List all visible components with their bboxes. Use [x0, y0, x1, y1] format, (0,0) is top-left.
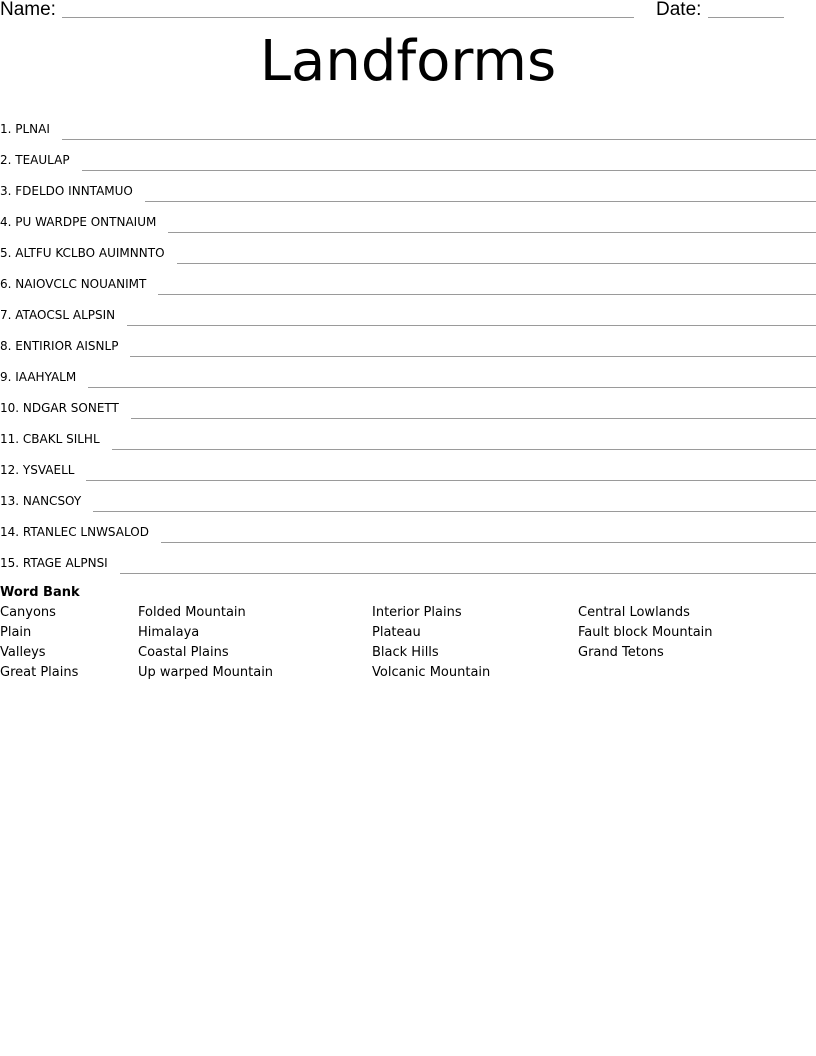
- name-label: Name:: [0, 0, 56, 20]
- question-label: 12. YSVAELL: [0, 463, 75, 477]
- word-bank-word: Himalaya: [138, 625, 200, 640]
- question-row: [0, 141, 816, 172]
- question-row: [0, 296, 816, 327]
- question-row: [0, 451, 816, 482]
- word-bank-word: Valleys: [0, 645, 46, 660]
- answer-line[interactable]: [88, 387, 816, 388]
- word-bank-word: Plain: [0, 625, 32, 640]
- word-bank-word: Central Lowlands: [578, 605, 690, 620]
- word-bank-grid: [0, 603, 816, 687]
- answer-line[interactable]: [168, 232, 816, 233]
- name-field[interactable]: [62, 17, 634, 18]
- question-row: [0, 327, 816, 358]
- answer-line[interactable]: [127, 325, 816, 326]
- question-row: [0, 513, 816, 544]
- answer-line[interactable]: [177, 263, 816, 264]
- question-label: 10. NDGAR SONETT: [0, 401, 119, 415]
- answer-line[interactable]: [86, 480, 816, 481]
- answer-line[interactable]: [130, 356, 816, 357]
- question-list: [0, 110, 816, 575]
- answer-line[interactable]: [62, 139, 816, 140]
- answer-line[interactable]: [82, 170, 816, 171]
- answer-line[interactable]: [93, 511, 816, 512]
- question-label: 15. RTAGE ALPNSI: [0, 556, 108, 570]
- answer-line[interactable]: [112, 449, 816, 450]
- word-bank-word: Coastal Plains: [138, 645, 229, 660]
- question-row: [0, 110, 816, 141]
- word-bank-column: [578, 603, 713, 663]
- word-bank: [0, 584, 816, 687]
- answer-line[interactable]: [161, 542, 816, 543]
- question-label: 7. ATAOCSL ALPSIN: [0, 308, 116, 322]
- word-bank-word: Black Hills: [372, 645, 439, 660]
- word-bank-word: Volcanic Mountain: [372, 665, 491, 680]
- word-bank-word: Up warped Mountain: [138, 665, 274, 680]
- word-bank-title: Word Bank: [0, 585, 80, 600]
- question-label: 8. ENTIRIOR AISNLP: [0, 339, 119, 353]
- word-bank-word: Interior Plains: [372, 605, 462, 620]
- page-title: Landforms: [259, 29, 557, 94]
- word-bank-word: Grand Tetons: [578, 645, 664, 660]
- question-row: [0, 420, 816, 451]
- question-row: [0, 203, 816, 234]
- word-bank-column: [138, 603, 273, 683]
- question-label: 3. FDELDO INNTAMUO: [0, 184, 133, 198]
- question-label: 5. ALTFU KCLBO AUIMNNTO: [0, 246, 165, 260]
- question-row: [0, 234, 816, 265]
- question-label: 4. PU WARDPE ONTNAIUM: [0, 215, 157, 229]
- date-label: Date:: [656, 0, 702, 20]
- date-field[interactable]: [708, 17, 784, 18]
- question-label: 13. NANCSOY: [0, 494, 82, 508]
- word-bank-word: Great Plains: [0, 665, 79, 680]
- answer-line[interactable]: [131, 418, 816, 419]
- word-bank-word: Plateau: [372, 625, 421, 640]
- question-label: 2. TEAULAP: [0, 153, 70, 167]
- answer-line[interactable]: [145, 201, 816, 202]
- question-label: 9. IAAHYALM: [0, 370, 77, 384]
- question-label: 11. CBAKL SILHL: [0, 432, 100, 446]
- question-row: [0, 172, 816, 203]
- question-row: [0, 544, 816, 575]
- word-bank-word: Fault block Mountain: [578, 625, 713, 640]
- question-label: 6. NAIOVCLC NOUANIMT: [0, 277, 147, 291]
- question-row: [0, 389, 816, 420]
- word-bank-word: Canyons: [0, 605, 56, 620]
- question-row: [0, 265, 816, 296]
- question-row: [0, 358, 816, 389]
- question-label: 1. PLNAI: [0, 122, 50, 136]
- answer-line[interactable]: [120, 573, 816, 574]
- word-bank-column: [372, 603, 490, 683]
- header-row: [0, 0, 816, 24]
- question-row: [0, 482, 816, 513]
- word-bank-word: Folded Mountain: [138, 605, 246, 620]
- word-bank-column: [0, 603, 78, 683]
- answer-line[interactable]: [158, 294, 816, 295]
- question-label: 14. RTANLEC LNWSALOD: [0, 525, 149, 539]
